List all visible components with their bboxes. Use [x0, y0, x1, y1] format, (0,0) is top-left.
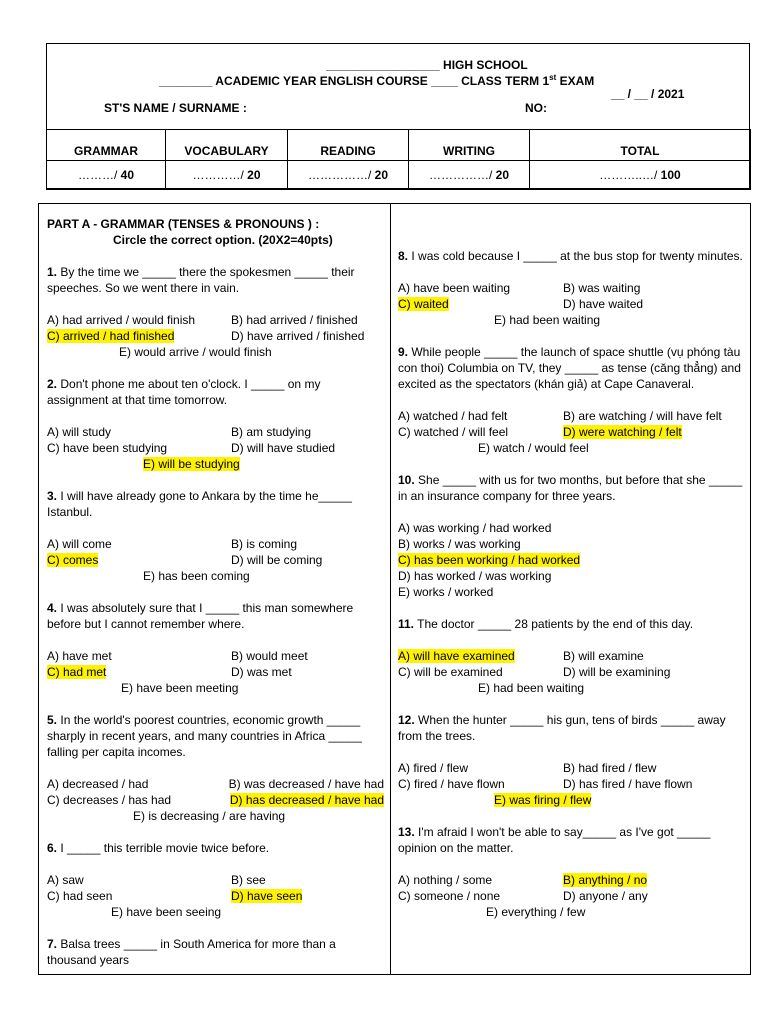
- option-e[interactable]: [494, 793, 591, 807]
- school-line: _________________ HIGH SCHOOL: [326, 58, 528, 72]
- question: [47, 376, 384, 472]
- option-a[interactable]: [47, 648, 231, 664]
- option-e[interactable]: [478, 681, 584, 695]
- option-b[interactable]: [231, 648, 308, 664]
- option-e-row: [47, 904, 384, 920]
- option-text: D) has fired / have flown: [563, 777, 693, 791]
- score-header-total: TOTAL: [530, 130, 751, 161]
- score-reading[interactable]: ……………/ 20: [288, 161, 409, 190]
- option-c[interactable]: [398, 888, 563, 904]
- option-row: [47, 664, 384, 680]
- option-row: [47, 312, 384, 328]
- option-text: D) will have studied: [231, 441, 336, 455]
- option-c[interactable]: [398, 424, 563, 440]
- option-a[interactable]: [398, 408, 563, 424]
- score-writing[interactable]: ……………/ 20: [409, 161, 530, 190]
- question-stem: [398, 344, 743, 392]
- option-text: E) would arrive / would finish: [119, 345, 272, 359]
- question-number: 5.: [47, 713, 58, 727]
- score-header-writing: WRITING: [409, 130, 530, 161]
- option-text: E) watch / would feel: [478, 441, 589, 455]
- option-row: [398, 872, 743, 888]
- option-row: [47, 424, 384, 440]
- question: [47, 264, 384, 360]
- option-a[interactable]: [47, 312, 231, 328]
- question-text: I will have already gone to Ankara by the time he_____ Istanbul.: [47, 489, 352, 519]
- option-text: B) anything / no: [563, 873, 648, 887]
- question: [47, 600, 384, 696]
- option-e[interactable]: [478, 441, 589, 455]
- option-text: B) are watching / will have felt: [563, 409, 722, 423]
- option-b[interactable]: [231, 424, 311, 440]
- option-row: [47, 536, 384, 552]
- option-d[interactable]: [563, 664, 670, 680]
- option-text: D) have seen: [231, 889, 303, 903]
- option-text: B) was decreased / have had: [228, 777, 384, 791]
- option-d[interactable]: [231, 664, 292, 680]
- option-row: [47, 328, 384, 344]
- option-e[interactable]: [133, 809, 285, 823]
- question-stem: [47, 600, 384, 632]
- question-number: 10.: [398, 473, 415, 487]
- option-row: [47, 552, 384, 568]
- options: [398, 760, 743, 808]
- question: [398, 712, 743, 808]
- option-e[interactable]: [111, 905, 221, 919]
- part-instruction: Circle the correct option. (20X2=40pts): [113, 233, 333, 247]
- option-text: B) see: [231, 873, 266, 887]
- option-a[interactable]: [47, 424, 231, 440]
- question-text: While people _____ the launch of space shuttle (vụ phóng tàu con thoi) Columbia on TV, they _____ as tense (căng thẳng) and excited as the spectators (khán giả) at Cape Canaveral.: [398, 345, 741, 391]
- options: [398, 408, 743, 456]
- question-text: I was cold because I _____ at the bus stop for twenty minutes.: [411, 249, 743, 263]
- option-text: C) had met: [47, 665, 107, 679]
- option-d[interactable]: [231, 440, 335, 456]
- option-text: C) someone / none: [398, 889, 501, 903]
- score-table: [46, 129, 751, 190]
- question-stem: [47, 488, 384, 520]
- option-e-row: [47, 456, 384, 472]
- option-text: A) watched / had felt: [398, 409, 508, 423]
- option-text: C) has been working / had worked: [398, 553, 581, 567]
- left-column: [47, 204, 384, 968]
- question: [47, 488, 384, 584]
- question-stem: [398, 712, 743, 744]
- question-stem: [47, 264, 384, 296]
- option-d[interactable]: [563, 888, 648, 904]
- option-row: [398, 888, 743, 904]
- question: [47, 936, 384, 968]
- option-b[interactable]: [231, 536, 297, 552]
- option-e-row: [47, 808, 384, 824]
- options: [47, 648, 384, 696]
- score-header-reading: READING: [288, 130, 409, 161]
- option-text: D) have arrived / finished: [231, 329, 365, 343]
- option-a[interactable]: [47, 536, 231, 552]
- option-c[interactable]: [47, 888, 231, 904]
- question-text: The doctor _____ 28 patients by the end of this day.: [417, 617, 694, 631]
- question-text: Balsa trees _____ in South America for more than a thousand years: [47, 937, 336, 967]
- question-number: 12.: [398, 713, 415, 727]
- option-text: A) saw: [47, 873, 84, 887]
- option-text: A) have been waiting: [398, 281, 511, 295]
- option-d[interactable]: [563, 776, 692, 792]
- question-text: When the hunter _____ his gun, tens of birds _____ away from the trees.: [398, 713, 726, 743]
- right-column: [398, 232, 743, 920]
- option-row: [47, 872, 384, 888]
- question-number: 7.: [47, 937, 58, 951]
- option-text: A) will come: [47, 537, 112, 551]
- option-c[interactable]: [398, 664, 563, 680]
- option-text: C) fired / have flown: [398, 777, 505, 791]
- option-d[interactable]: [231, 888, 302, 904]
- options: [398, 872, 743, 920]
- option-e-row: [47, 680, 384, 696]
- option-text: B) am studying: [231, 425, 312, 439]
- option-e-row: [398, 904, 743, 920]
- question-text: In the world's poorest countries, economic growth _____ sharply in recent years, and many countries in Africa _____ falling per capita incomes.: [47, 713, 362, 759]
- option-b[interactable]: [231, 872, 266, 888]
- option-row: [398, 776, 743, 792]
- option-text: C) will be examined: [398, 665, 503, 679]
- option-row: [47, 440, 384, 456]
- option-text: C) have been studying: [47, 441, 168, 455]
- date-line: __ / __ / 2021: [611, 87, 685, 101]
- score-total[interactable]: ………..…/ 100: [530, 161, 751, 190]
- option-b[interactable]: [563, 872, 647, 888]
- option-e-row: [398, 312, 743, 328]
- option-d[interactable]: [231, 328, 364, 344]
- options: [47, 536, 384, 584]
- question-stem: [47, 840, 384, 856]
- option-b[interactable]: [229, 776, 384, 792]
- score-header-vocabulary: VOCABULARY: [166, 130, 288, 161]
- option-a[interactable]: [47, 776, 229, 792]
- option-text: A) have met: [47, 649, 112, 663]
- question-stem: [398, 472, 743, 504]
- option-d[interactable]: [398, 568, 743, 584]
- option-b[interactable]: [231, 312, 358, 328]
- option-text: D) has worked / was working: [398, 569, 552, 583]
- option-text: B) was waiting: [563, 281, 641, 295]
- option-text: C) waited: [398, 297, 449, 311]
- option-b[interactable]: [398, 536, 743, 552]
- option-e[interactable]: [121, 681, 238, 695]
- option-text: D) was met: [231, 665, 292, 679]
- part-title: PART A - GRAMMAR (TENSES & PRONOUNS ) :: [47, 217, 320, 231]
- option-row: [398, 296, 743, 312]
- course-line: ________ ACADEMIC YEAR ENGLISH COURSE ____ CLASS TERM 1st EXAM: [159, 73, 595, 88]
- question: [47, 712, 384, 824]
- option-d[interactable]: [563, 424, 682, 440]
- option-row: [47, 888, 384, 904]
- option-a[interactable]: [398, 760, 563, 776]
- option-text: B) works / was working: [398, 537, 521, 551]
- option-b[interactable]: [563, 280, 640, 296]
- option-a[interactable]: [398, 280, 563, 296]
- question-text: I _____ this terrible movie twice before.: [60, 841, 270, 855]
- question-number: 8.: [398, 249, 409, 263]
- options: [398, 520, 743, 600]
- question-stem: [398, 248, 743, 264]
- score-vocabulary[interactable]: …………/ 20: [166, 161, 288, 190]
- option-text: E) have been seeing: [111, 905, 222, 919]
- question: [398, 248, 743, 328]
- option-c[interactable]: [47, 440, 231, 456]
- option-row: [47, 648, 384, 664]
- option-text: D) will be examining: [563, 665, 671, 679]
- option-text: E) had been waiting: [494, 313, 601, 327]
- option-a[interactable]: [398, 520, 743, 536]
- student-number-label: NO:: [525, 101, 547, 115]
- option-b[interactable]: [563, 760, 656, 776]
- option-text: D) has decreased / have had: [229, 793, 384, 807]
- option-text: B) had arrived / finished: [231, 313, 358, 327]
- option-b[interactable]: [563, 648, 644, 664]
- question-text: Don't phone me about ten o'clock. I _____ on my assignment at that time tomorrow.: [47, 377, 321, 407]
- option-d[interactable]: [231, 552, 322, 568]
- option-e-row: [47, 344, 384, 360]
- option-text: E) was firing / flew: [494, 793, 592, 807]
- option-c[interactable]: [398, 296, 563, 312]
- question: [47, 840, 384, 920]
- option-d[interactable]: [563, 296, 643, 312]
- option-c[interactable]: [47, 664, 231, 680]
- question-text: By the time we _____ there the spokesmen _____ their speeches. So we went there in vain.: [47, 265, 355, 295]
- option-a[interactable]: [398, 872, 563, 888]
- options: [398, 648, 743, 696]
- option-row: [47, 792, 384, 808]
- option-text: D) will be coming: [231, 553, 323, 567]
- option-text: B) is coming: [231, 537, 298, 551]
- option-text: B) would meet: [231, 649, 308, 663]
- option-text: A) fired / flew: [398, 761, 469, 775]
- options: [47, 776, 384, 824]
- options: [47, 872, 384, 920]
- option-text: E) will be studying: [143, 457, 240, 471]
- option-text: C) comes: [47, 553, 99, 567]
- option-e[interactable]: [119, 345, 272, 359]
- option-text: B) will examine: [563, 649, 644, 663]
- question-number: 6.: [47, 841, 58, 855]
- option-row: [398, 424, 743, 440]
- question-number: 1.: [47, 265, 58, 279]
- question: [398, 616, 743, 696]
- option-text: D) have waited: [563, 297, 644, 311]
- option-text: C) decreases / has had: [47, 793, 172, 807]
- option-text: C) arrived / had finished: [47, 329, 175, 343]
- option-text: C) had seen: [47, 889, 113, 903]
- option-e[interactable]: [486, 905, 585, 919]
- option-e[interactable]: [143, 457, 240, 471]
- question: [398, 344, 743, 456]
- option-text: A) had arrived / would finish: [47, 313, 196, 327]
- option-d[interactable]: [230, 792, 384, 808]
- option-text: E) had been waiting: [478, 681, 585, 695]
- option-e[interactable]: [143, 569, 250, 583]
- question-number: 11.: [398, 617, 415, 631]
- question-number: 2.: [47, 377, 58, 391]
- option-text: A) will have examined: [398, 649, 515, 663]
- question-text: I'm afraid I won't be able to say_____ as I've got _____ opinion on the matter.: [398, 825, 711, 855]
- options: [47, 424, 384, 472]
- question-number: 13.: [398, 825, 415, 839]
- column-divider: [390, 203, 391, 975]
- question-text: She _____ with us for two months, but before that she _____ in an insurance company for three years.: [398, 473, 743, 503]
- option-a[interactable]: [47, 872, 231, 888]
- score-header-grammar: GRAMMAR: [47, 130, 166, 161]
- question-number: 9.: [398, 345, 409, 359]
- option-text: A) will study: [47, 425, 112, 439]
- options: [47, 312, 384, 360]
- option-e-row: [398, 680, 743, 696]
- option-row: [398, 280, 743, 296]
- option-text: E) have been meeting: [121, 681, 239, 695]
- option-row: [47, 776, 384, 792]
- option-row: [398, 648, 743, 664]
- question-stem: [47, 936, 384, 968]
- option-row: [398, 408, 743, 424]
- question-stem: [47, 712, 384, 760]
- option-text: A) decreased / had: [47, 777, 149, 791]
- question-stem: [398, 824, 743, 856]
- option-a[interactable]: [398, 648, 563, 664]
- option-text: E) everything / few: [486, 905, 586, 919]
- question-number: 4.: [47, 601, 58, 615]
- option-text: B) had fired / flew: [563, 761, 657, 775]
- option-row: [398, 760, 743, 776]
- student-name-label: ST'S NAME / SURNAME :: [104, 101, 247, 115]
- option-c[interactable]: [398, 552, 743, 568]
- exam-header: [46, 43, 750, 189]
- option-c[interactable]: [47, 552, 231, 568]
- option-text: D) were watching / felt: [563, 425, 682, 439]
- option-text: C) watched / will feel: [398, 425, 509, 439]
- option-b[interactable]: [563, 408, 722, 424]
- option-e-row: [398, 440, 743, 456]
- question-stem: [398, 616, 743, 632]
- option-c[interactable]: [47, 328, 231, 344]
- question: [398, 824, 743, 920]
- option-c[interactable]: [398, 776, 563, 792]
- question-number: 3.: [47, 489, 58, 503]
- option-e-row: [47, 568, 384, 584]
- option-text: A) nothing / some: [398, 873, 493, 887]
- score-grammar[interactable]: ………/ 40: [47, 161, 166, 190]
- question: [398, 472, 743, 600]
- option-row: [398, 664, 743, 680]
- option-c[interactable]: [47, 792, 230, 808]
- questions-box: [38, 203, 751, 975]
- option-e-row: [398, 792, 743, 808]
- option-e[interactable]: [398, 584, 743, 600]
- option-text: E) has been coming: [143, 569, 250, 583]
- question-stem: [47, 376, 384, 408]
- option-text: D) anyone / any: [563, 889, 648, 903]
- option-e[interactable]: [494, 313, 600, 327]
- option-text: E) is decreasing / are having: [133, 809, 286, 823]
- question-text: I was absolutely sure that I _____ this man somewhere before but I cannot remember where.: [47, 601, 354, 631]
- option-text: E) works / worked: [398, 585, 494, 599]
- options: [398, 280, 743, 328]
- option-text: A) was working / had worked: [398, 521, 552, 535]
